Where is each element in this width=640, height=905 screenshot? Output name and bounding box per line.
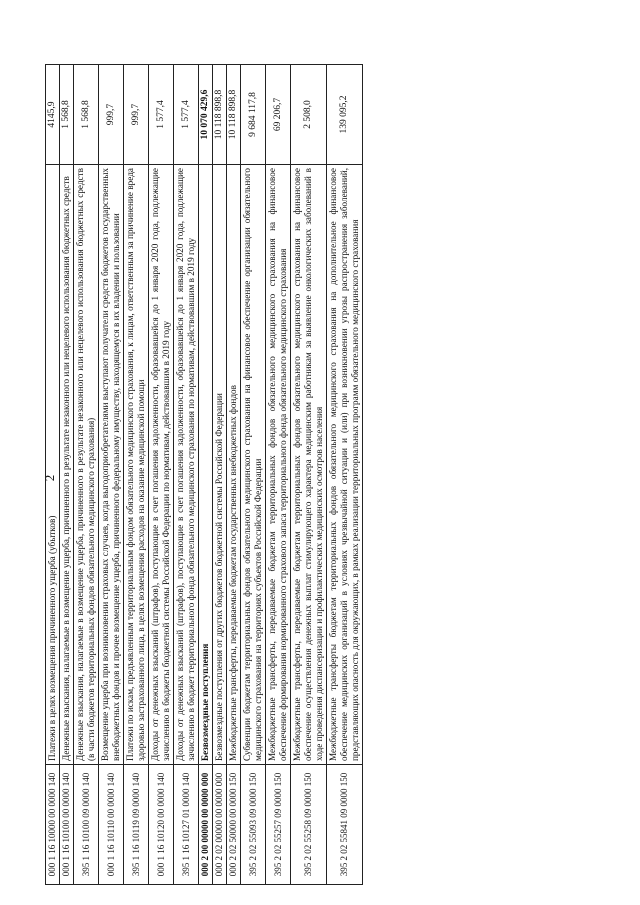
budget-code-cell: 395 1 16 10100 09 0000 140 xyxy=(74,765,99,885)
table-row xyxy=(46,65,60,885)
table-row xyxy=(291,65,327,885)
description-cell: Межбюджетные трансферты, передаваемые бюджетам территориальных фондов обязательного медицинского страхования на финансовое обеспечение осуществления денежных выплат стимулирующего характера медицинским работникам за выявление онкологических заболеваний в ходе проведения диспансеризации и профилактических медицинских осмотров населения xyxy=(291,165,327,765)
budget-code-cell: 000 1 16 10000 00 0000 140 xyxy=(46,765,60,885)
budget-code-cell: 395 1 16 10119 09 0000 140 xyxy=(124,765,149,885)
budget-code-cell: 000 2 02 00000 00 0000 000 xyxy=(213,765,227,885)
description-cell: Денежные взыскания, налагаемые в возмещение ущерба, причиненного в результате незаконного или нецелевого использования бюджетных средств xyxy=(60,165,74,765)
revenue-table-container xyxy=(45,65,605,885)
revenue-table-body xyxy=(46,65,363,885)
budget-code-cell: 395 2 02 55258 09 0000 150 xyxy=(291,765,327,885)
budget-code-cell: 000 2 00 00000 00 0000 000 xyxy=(199,765,213,885)
description-cell: Платежи в целях возмещения причиненного ущерба (убытков) xyxy=(46,165,60,765)
amount-cell: 4145,9 xyxy=(46,65,60,165)
table-row xyxy=(60,65,74,885)
description-cell: Субвенции бюджетам территориальных фондов обязательного медицинского страхования на финансовое обеспечение организации обязательного медицинского страхования на территориях субъектов Российской Федерации xyxy=(241,165,266,765)
table-row xyxy=(174,65,199,885)
budget-code-cell: 395 1 16 10127 01 0000 140 xyxy=(174,765,199,885)
table-row xyxy=(99,65,124,885)
description-cell: Безвозмездные поступления xyxy=(199,165,213,765)
revenue-table xyxy=(45,64,363,885)
description-cell: Межбюджетные трансферты, передаваемые бюджетам государственных внебюджетных фондов xyxy=(227,165,241,765)
budget-code-cell: 000 1 16 10110 00 0000 140 xyxy=(99,765,124,885)
amount-cell: 999,7 xyxy=(124,65,149,165)
description-cell: Межбюджетные трансферты, передаваемые бюджетам территориальных фондов обязательного медицинского страхования на финансовое обеспечение формирования нормированного страхового запаса территориального фонда обязательного медицинского страхования xyxy=(266,165,291,765)
table-row xyxy=(149,65,174,885)
amount-cell: 10 118 898,8 xyxy=(213,65,227,165)
table-row xyxy=(327,65,363,885)
table-row xyxy=(266,65,291,885)
description-cell: Межбюджетные трансферты бюджетам территориальных фондов обязательного медицинского страхования на дополнительное финансовое обеспечение медицинских организаций в условиях чрезвычайной ситуации и (или) при возникновении угрозы распространения заболеваний, представляющих опасность для окружающих, в рамках реализации территориальных программ обязательного медицинского страхования xyxy=(327,165,363,765)
description-cell: Возмещение ущерба при возникновении страховых случаев, когда выгодоприобретателями выступают получатели средств бюджетов государственных внебюджетных фондов и прочее возмещение ущерба, причиненного федеральному имуществу, находящемуся в их владении и пользовании xyxy=(99,165,124,765)
table-row xyxy=(213,65,227,885)
amount-cell: 1 568,8 xyxy=(74,65,99,165)
amount-cell: 1 577,4 xyxy=(174,65,199,165)
budget-code-cell: 000 2 02 50000 00 0000 150 xyxy=(227,765,241,885)
amount-cell: 1 577,4 xyxy=(149,65,174,165)
table-row xyxy=(124,65,149,885)
amount-cell: 999,7 xyxy=(99,65,124,165)
table-row xyxy=(74,65,99,885)
budget-code-cell: 000 1 16 10100 00 0000 140 xyxy=(60,765,74,885)
amount-cell: 1 568,8 xyxy=(60,65,74,165)
description-cell: Доходы от денежных взысканий (штрафов), поступающие в счет погашения задолженности, образовавшейся до 1 января 2020 года, подлежащие зачислению в бюджет территориального фонда обязательного медицинского страхования по нормативам, действовавшим в 2019 году xyxy=(174,165,199,765)
table-row xyxy=(241,65,266,885)
amount-cell: 10 118 898,8 xyxy=(227,65,241,165)
description-cell: Платежи по искам, предъявленным территориальным фондом обязательного медицинского страхования, к лицам, ответственным за причинение вреда здоровью застрахованного лица, в целях возмещения расходов на оказание медицинской помощи xyxy=(124,165,149,765)
budget-code-cell: 395 2 02 55841 09 0000 150 xyxy=(327,765,363,885)
amount-cell: 69 206,7 xyxy=(266,65,291,165)
table-row xyxy=(199,65,213,885)
budget-code-cell: 000 1 16 10120 00 0000 140 xyxy=(149,765,174,885)
amount-cell: 2 508,0 xyxy=(291,65,327,165)
budget-code-cell: 395 2 02 55257 09 0000 150 xyxy=(266,765,291,885)
description-cell: Доходы от денежных взысканий (штрафов), поступающие в счет погашения задолженности, образовавшейся до 1 января 2020 года, подлежащие зачислению в бюджеты бюджетной системы Российской Федерации по нормативам, действовавшим в 2019 году xyxy=(149,165,174,765)
description-cell: Денежные взыскания, налагаемые в возмещение ущерба, причиненного в результате незаконного или нецелевого использования бюджетных средств (в части бюджетов территориальных фондов обязательного медицинского страхования) xyxy=(74,165,99,765)
page-number: 2 xyxy=(42,474,57,482)
description-cell: Безвозмездные поступления от других бюджетов бюджетной системы Российской Федерации xyxy=(213,165,227,765)
budget-code-cell: 395 2 02 55093 09 0000 150 xyxy=(241,765,266,885)
amount-cell: 9 684 117,8 xyxy=(241,65,266,165)
amount-cell: 139 095,2 xyxy=(327,65,363,165)
table-row xyxy=(227,65,241,885)
amount-cell: 10 070 429,6 xyxy=(199,65,213,165)
